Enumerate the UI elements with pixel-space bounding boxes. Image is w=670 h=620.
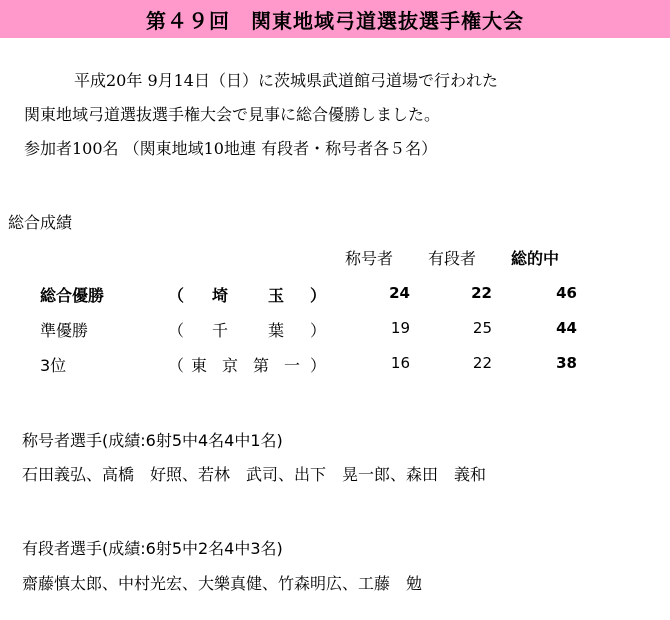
team-char: 京 [222, 356, 239, 375]
team-char: 一 [284, 356, 301, 375]
team-char: 第 [253, 356, 270, 375]
team-char: 葉 [268, 321, 285, 340]
intro-line-1: 平成20年 9月14日（日）に茨城県武道館弓道場で行われた [74, 71, 498, 90]
team-char: 埼 [212, 286, 229, 305]
yudan-score: 22 [471, 284, 492, 302]
team-close-paren: ） [310, 286, 327, 305]
yudan-score: 25 [472, 319, 492, 337]
yudan-players-heading: 有段者選手(成績:6射5中2名4中3名) [22, 539, 283, 558]
team-char: 千 [212, 321, 229, 340]
total-score: 44 [556, 319, 577, 337]
team-open-paren: （ [168, 321, 185, 340]
total-score: 46 [556, 284, 577, 302]
team-close-paren: ） [310, 321, 327, 340]
team-close-paren: ） [310, 356, 327, 375]
shogo-score: 16 [390, 354, 410, 372]
team-open-paren: （ [168, 356, 185, 375]
team-char: 玉 [268, 286, 285, 305]
page-title: 第４９回 関東地域弓道選抜選手権大会 [0, 0, 670, 38]
total-score: 38 [556, 354, 577, 372]
shogo-players-names: 石田義弘、高橋 好照、若林 武司、出下 晃一郎、森田 義和 [22, 465, 487, 484]
shogo-score: 19 [390, 319, 410, 337]
team-open-paren: （ [168, 286, 185, 305]
shogo-players-heading: 称号者選手(成績:6射5中4名4中1名) [22, 431, 283, 450]
yudan-score: 22 [472, 354, 492, 372]
shogo-score: 24 [389, 284, 410, 302]
column-header-yudan: 有段者 [428, 249, 477, 268]
rank-label: 準優勝 [40, 321, 89, 340]
column-header-shogo: 称号者 [345, 249, 394, 268]
rank-label: 総合優勝 [40, 286, 105, 305]
rank-label: 3位 [40, 356, 67, 375]
intro-line-2: 関東地域弓道選抜選手権大会で見事に総合優勝しました。 [24, 105, 441, 124]
team-char: 東 [191, 356, 208, 375]
intro-line-3: 参加者100名 （関東地域10地連 有段者・称号者各５名） [24, 139, 438, 158]
column-header-total: 総的中 [511, 249, 560, 268]
yudan-players-names: 齋藤慎太郎、中村光宏、大樂真健、竹森明広、工藤 勉 [22, 574, 423, 593]
results-heading: 総合成績 [8, 213, 73, 232]
